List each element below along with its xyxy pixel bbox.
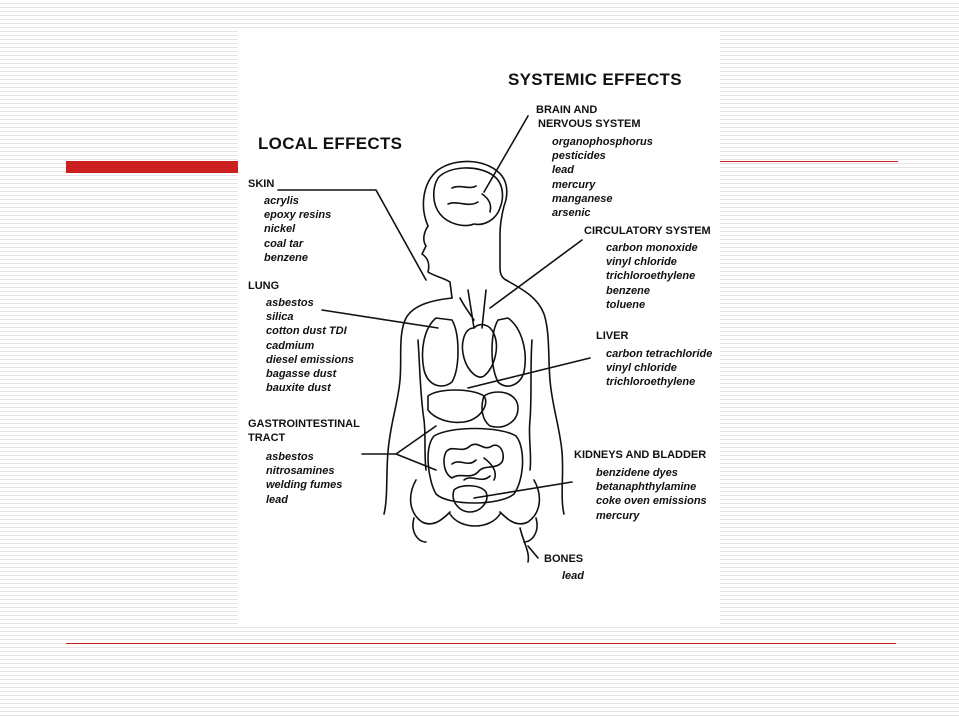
list-item: betanaphthylamine: [596, 481, 697, 494]
arm-right-inner: [529, 340, 532, 470]
list-item: trichloroethylene: [606, 270, 696, 283]
list-item: nickel: [264, 223, 296, 236]
gi-heading-line2: TRACT: [248, 432, 286, 444]
list-item: pesticides: [552, 150, 606, 163]
circulatory-list: [606, 241, 698, 312]
list-item: lead: [562, 570, 585, 582]
brain-heading-line2: NERVOUS SYSTEM: [538, 118, 641, 130]
head-outline: [423, 161, 506, 280]
list-item: bagasse dust: [266, 368, 337, 381]
leader-bones: [528, 546, 538, 558]
list-item: diesel emissions: [266, 353, 355, 366]
gi-heading-line1: GASTROINTESTINAL: [248, 418, 360, 430]
list-item: organophosphorus: [552, 136, 653, 148]
skin-heading: SKIN: [248, 178, 275, 190]
bones-list: [562, 569, 584, 583]
leader-brain: [484, 116, 528, 192]
leg-bone: [520, 528, 528, 562]
list-item: silica: [266, 311, 294, 324]
skin-list: [264, 194, 331, 265]
stomach: [482, 392, 518, 427]
kidneys-heading: KIDNEYS AND BLADDER: [574, 449, 707, 461]
list-item: toluene: [606, 298, 646, 311]
list-item: lead: [266, 493, 289, 506]
list-item: arsenic: [552, 207, 591, 220]
lung-heading: LUNG: [248, 280, 280, 292]
diagram-panel: [238, 28, 720, 626]
gi-list: [266, 450, 342, 507]
brain-list: [552, 135, 653, 220]
list-item: cadmium: [266, 339, 315, 352]
list-item: epoxy resins: [264, 209, 332, 222]
leader-circulatory: [490, 240, 582, 308]
brain-heading-line1: BRAIN AND: [536, 104, 598, 116]
lung-left: [423, 318, 459, 386]
list-item: lead: [552, 164, 575, 177]
list-item: vinyl chloride: [606, 362, 677, 375]
accent-line-right: [720, 161, 898, 162]
leader-kidneys: [474, 482, 572, 498]
list-item: asbestos: [266, 451, 314, 463]
circulatory-heading: CIRCULATORY SYSTEM: [584, 225, 711, 237]
list-item: acrylis: [264, 195, 299, 207]
torso-left: [384, 298, 452, 514]
bladder: [453, 486, 487, 512]
local-effects-title: LOCAL EFFECTS: [258, 134, 403, 153]
systemic-effects-title: SYSTEMIC EFFECTS: [508, 70, 682, 89]
list-item: nitrosamines: [266, 465, 335, 478]
lung-list: [266, 296, 354, 395]
list-item: trichloroethylene: [606, 376, 696, 389]
accent-bar: [66, 161, 240, 173]
list-item: benzene: [606, 284, 651, 297]
list-item: coke oven emissions: [596, 495, 707, 508]
liver-list: [606, 347, 712, 390]
list-item: carbon tetrachloride: [606, 348, 713, 360]
torso-right: [506, 280, 564, 514]
list-item: coal tar: [264, 237, 304, 250]
list-item: asbestos: [266, 297, 314, 309]
list-item: manganese: [552, 192, 613, 205]
list-item: carbon monoxide: [606, 242, 698, 254]
liver-heading: LIVER: [596, 330, 629, 342]
list-item: bauxite dust: [266, 382, 331, 395]
list-item: mercury: [596, 509, 640, 522]
list-item: benzene: [264, 251, 309, 264]
liver: [428, 390, 486, 422]
kidneys-list: [596, 466, 707, 523]
list-item: benzidene dyes: [596, 467, 678, 479]
face-profile: [422, 226, 452, 298]
list-item: welding fumes: [266, 479, 343, 492]
accent-line-bottom: [66, 643, 896, 644]
list-item: mercury: [552, 178, 596, 191]
list-item: cotton dust TDI: [266, 325, 347, 338]
bones-heading: BONES: [544, 553, 584, 565]
list-item: vinyl chloride: [606, 256, 677, 269]
